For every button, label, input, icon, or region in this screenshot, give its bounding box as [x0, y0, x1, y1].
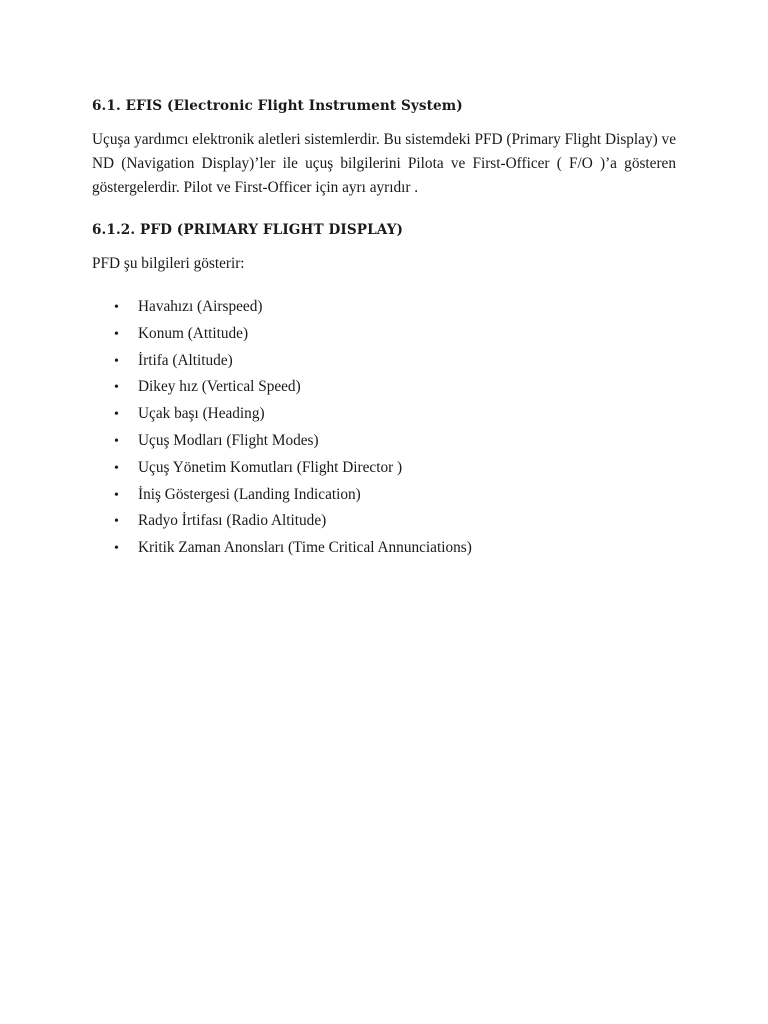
list-item — [114, 455, 676, 482]
bullet-icon: • — [114, 433, 119, 449]
list-item — [114, 294, 676, 321]
bullet-icon: • — [114, 380, 119, 396]
list-item-text: Uçuş Modları (Flight Modes) — [138, 431, 319, 449]
list-item — [114, 348, 676, 375]
bullet-icon: • — [114, 460, 119, 476]
bullet-icon: • — [114, 326, 119, 342]
list-item — [114, 321, 676, 348]
list-item-text: Radyo İrtifası (Radio Altitude) — [138, 512, 327, 530]
list-item-text: Havahızı (Airspeed) — [138, 298, 263, 315]
list-item-text: İrtifa (Altitude) — [138, 351, 233, 369]
pfd-intro: PFD şu bilgileri gösterir: — [92, 255, 245, 272]
bullet-icon: • — [114, 487, 119, 503]
section-heading-pfd: 6.1.2. PFD (PRIMARY FLIGHT DISPLAY) — [92, 222, 404, 238]
list-item — [114, 401, 676, 428]
pfd-info-list — [92, 294, 676, 562]
list-item — [114, 428, 676, 455]
page-content — [92, 96, 676, 562]
bullet-icon: • — [114, 514, 119, 530]
list-item — [114, 535, 676, 562]
list-item-text: Dikey hız (Vertical Speed) — [138, 378, 301, 396]
bullet-icon: • — [114, 353, 119, 369]
list-item — [114, 482, 676, 509]
list-item-text: İniş Göstergesi (Landing Indication) — [138, 485, 361, 503]
bullet-icon: • — [114, 300, 119, 315]
section-heading-efis: 6.1. EFIS (Electronic Flight Instrument System) — [92, 98, 463, 114]
list-item-text: Uçak başı (Heading) — [138, 405, 265, 423]
list-item-text: Uçuş Yönetim Komutları (Flight Director ) — [138, 458, 403, 476]
bullet-icon: • — [114, 407, 119, 423]
bullet-icon: • — [114, 541, 119, 557]
list-item — [114, 374, 676, 401]
list-item-text: Konum (Attitude) — [138, 324, 249, 342]
list-item-text: Kritik Zaman Anonsları (Time Critical Annunciations) — [138, 539, 472, 557]
efis-paragraph: Uçuşa yardımcı elektronik aletleri sistemlerdir. Bu sistemdeki PFD (Primary Flight Display) ve ND (Navigation Display)’ler ile uçuş bilgilerini Pilota ve First-Officer ( F/O )’a gösteren göstergelerdir. Pilot ve First-Officer için ayrı ayrıdır . — [92, 131, 676, 196]
list-item — [114, 508, 676, 535]
